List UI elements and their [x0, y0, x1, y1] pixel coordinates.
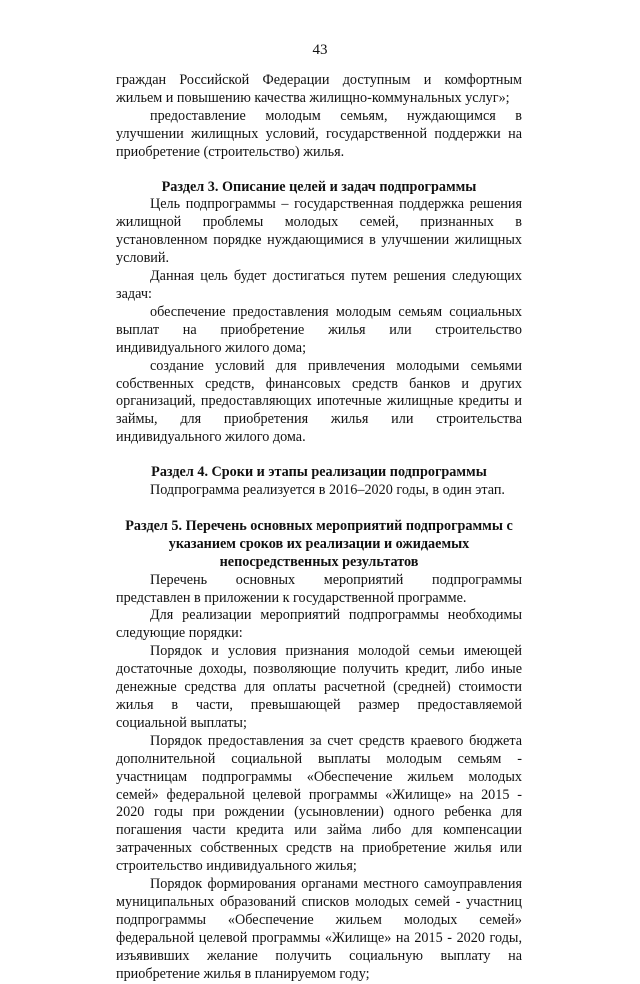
section-5-paragraph-4: Порядок предоставления за счет средств краевого бюджета дополнительной социальной выплаты молодым семьям - участницам подпрограммы «Обеспечение жильем молодых семей» федеральной целевой программы «Жилище» на 2015 - 2020 годы при рождении (усыновлении) одного ребенка для погашения части кредита или займа либо для компенсации затраченных собственных средств на приобретение жилья или строительство индивидуального жилья; [116, 732, 522, 875]
document-body [116, 72, 522, 984]
section-5-paragraph-1: Перечень основных мероприятий подпрограммы представлен в приложении к государственной программе. [116, 571, 522, 606]
section-3-paragraph-1: Цель подпрограммы – государственная поддержка решения жилищной проблемы молодых семей, признанных в установленном порядке нуждающимися в улучшении жилищных условий. [116, 196, 522, 267]
section-5-paragraph-3: Порядок и условия признания молодой семьи имеющей достаточные доходы, позволяющие получить кредит, либо иные денежные средства для оплаты расчетной (средней) стоимости жилья в части, превышающей размер предоставляемой социальной выплаты; [116, 643, 522, 731]
section-5-paragraph-2: Для реализации мероприятий подпрограммы необходимы следующие порядки: [116, 607, 522, 642]
section-5-paragraph-5: Порядок формирования органами местного самоуправления муниципальных образований списков молодых семей - участниц подпрограммы «Обеспечение жильем молодых семей» федеральной целевой программы «Жилище» на 2015 - 2020 годы, изъявивших желание получить социальную выплату на приобретение жилья в планируемом году; [116, 876, 522, 982]
section-4-paragraph-1: Подпрограмма реализуется в 2016–2020 годы, в один этап. [150, 482, 505, 499]
intro-paragraph-2: предоставление молодым семьям, нуждающимся в улучшении жилищных условий, государственной поддержки на приобретение (строительство) жилья. [116, 107, 522, 160]
page-number: 43 [312, 42, 328, 58]
section-3-paragraph-4: создание условий для привлечения молодыми семьями собственных средств, финансовых средств банков и других организаций, предоставляющих ипотечные жилищные кредиты и займы, для приобретения жилья или строительства индивидуального жилого дома. [116, 357, 522, 446]
section-3-paragraph-3: обеспечение предоставления молодым семьям социальных выплат на приобретение жилья или строительство индивидуального жилого дома; [116, 303, 522, 356]
section-3-heading: Раздел 3. Описание целей и задач подпрограммы [161, 178, 477, 195]
intro-paragraph-1: граждан Российской Федерации доступным и комфортным жильем и повышению качества жилищно-коммунальных услуг»; [116, 72, 522, 106]
section-3-paragraph-2: Данная цель будет достигаться путем решения следующих задач: [116, 268, 522, 302]
section-5-heading: Раздел 5. Перечень основных мероприятий подпрограммы с указанием сроков их реализации и ожидаемых непосредственных результатов [125, 517, 513, 570]
section-4-heading: Раздел 4. Сроки и этапы реализации подпрограммы [151, 464, 487, 481]
